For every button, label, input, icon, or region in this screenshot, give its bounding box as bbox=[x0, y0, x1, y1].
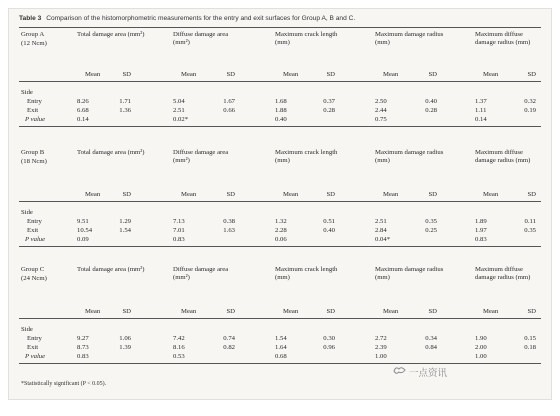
table-cell: 1.88 bbox=[275, 107, 287, 114]
mean-header: Mean bbox=[483, 191, 499, 198]
table-rule bbox=[19, 27, 541, 28]
group-torque: (12 Ncm) bbox=[21, 40, 47, 47]
table-cell: 9.27 bbox=[77, 335, 89, 342]
table-rule bbox=[19, 81, 541, 82]
entry-label: Entry bbox=[27, 98, 42, 105]
sd-header: SD bbox=[428, 71, 437, 78]
table-cell: 1.54 bbox=[119, 227, 131, 234]
sd-header: SD bbox=[428, 308, 437, 315]
mean-header: Mean bbox=[85, 308, 101, 315]
table-caption-text: Comparison of the histomorphometric measurements for the entry and exit surfaces for Group A, B and C. bbox=[46, 15, 356, 22]
table-cell: 2.39 bbox=[375, 344, 387, 351]
sd-header: SD bbox=[527, 191, 536, 198]
column-header: Diffuse damage area (mm²) bbox=[173, 31, 229, 46]
table-cell: 8.26 bbox=[77, 98, 89, 105]
p-value-cell: 0.14 bbox=[475, 116, 487, 123]
column-header: Total damage area (mm²) bbox=[77, 149, 145, 156]
table-cell: 1.64 bbox=[275, 344, 287, 351]
table-caption bbox=[19, 15, 539, 22]
p-value-cell: 1.00 bbox=[475, 353, 487, 360]
sd-header: SD bbox=[428, 191, 437, 198]
table-cell: 1.90 bbox=[475, 335, 487, 342]
p-value-cell: 0.40 bbox=[275, 116, 287, 123]
sd-header: SD bbox=[326, 308, 335, 315]
table-cell: 1.36 bbox=[119, 107, 131, 114]
table-cell: 9.51 bbox=[77, 218, 89, 225]
column-header: Diffuse damage area (mm²) bbox=[173, 266, 229, 281]
column-header: Maximum damage radius (mm) bbox=[375, 31, 444, 46]
sd-header: SD bbox=[326, 191, 335, 198]
watermark-text: 一点资讯 bbox=[409, 368, 448, 379]
table-cell: 0.84 bbox=[425, 344, 437, 351]
table-cell: 1.67 bbox=[223, 98, 235, 105]
group-name: Group C bbox=[21, 266, 45, 273]
table-cell: 1.06 bbox=[119, 335, 131, 342]
table-cell: 1.54 bbox=[275, 335, 287, 342]
p-value-cell: 0.83 bbox=[475, 236, 487, 243]
table-cell: 0.32 bbox=[524, 98, 536, 105]
table-cell: 2.44 bbox=[375, 107, 387, 114]
p-value-cell: 0.53 bbox=[173, 353, 185, 360]
table-cell: 0.38 bbox=[223, 218, 235, 225]
table-cell: 0.35 bbox=[425, 218, 437, 225]
p-value-cell: 0.06 bbox=[275, 236, 287, 243]
mean-header: Mean bbox=[85, 191, 101, 198]
column-header: Maximum damage radius (mm) bbox=[375, 149, 444, 164]
exit-label: Exit bbox=[27, 107, 39, 114]
table-cell: 0.66 bbox=[223, 107, 235, 114]
table-cell: 0.18 bbox=[524, 344, 536, 351]
table-cell: 2.28 bbox=[275, 227, 287, 234]
column-header: Total damage area (mm²) bbox=[77, 266, 145, 273]
footnote: *Statistically significant (P < 0.05). bbox=[21, 381, 107, 387]
mean-header: Mean bbox=[283, 191, 299, 198]
sd-header: SD bbox=[226, 191, 235, 198]
table-rule bbox=[19, 201, 541, 202]
table-cell: 0.40 bbox=[323, 227, 335, 234]
side-label: Side bbox=[21, 89, 33, 96]
table-cell: 0.25 bbox=[425, 227, 437, 234]
mean-header: Mean bbox=[383, 308, 399, 315]
table-cell: 10.54 bbox=[77, 227, 93, 234]
p-value-label: P value bbox=[25, 236, 46, 243]
table-rule bbox=[19, 246, 541, 247]
mean-header: Mean bbox=[483, 71, 499, 78]
table-cell: 0.37 bbox=[323, 98, 335, 105]
column-header: Maximum crack length (mm) bbox=[275, 149, 338, 164]
table-cell: 1.89 bbox=[475, 218, 487, 225]
table-cell: 2.84 bbox=[375, 227, 387, 234]
table-cell: 0.96 bbox=[323, 344, 335, 351]
table-cell: 1.11 bbox=[475, 107, 487, 114]
mean-header: Mean bbox=[85, 71, 101, 78]
table-cell: 0.19 bbox=[524, 107, 536, 114]
exit-label: Exit bbox=[27, 227, 39, 234]
entry-label: Entry bbox=[27, 335, 42, 342]
mean-header: Mean bbox=[283, 308, 299, 315]
table-cell: 7.01 bbox=[173, 227, 185, 234]
column-header: Maximum damage radius (mm) bbox=[375, 266, 444, 281]
table-cell: 0.28 bbox=[425, 107, 437, 114]
table-rule bbox=[19, 126, 541, 127]
mean-header: Mean bbox=[483, 308, 499, 315]
table-label: Table 3 bbox=[19, 15, 42, 22]
table-cell: 0.51 bbox=[323, 218, 335, 225]
column-header: Maximum diffuse damage radius (mm) bbox=[475, 149, 531, 164]
sd-header: SD bbox=[326, 71, 335, 78]
sd-header: SD bbox=[122, 308, 131, 315]
sd-header: SD bbox=[226, 71, 235, 78]
mean-header: Mean bbox=[383, 71, 399, 78]
group-name: Group B bbox=[21, 149, 45, 156]
table-cell: 8.16 bbox=[173, 344, 185, 351]
p-value-cell: 0.09 bbox=[77, 236, 89, 243]
p-value-cell: 0.02* bbox=[173, 116, 189, 123]
column-header: Maximum diffuse damage radius (mm) bbox=[475, 31, 531, 46]
table-cell: 1.68 bbox=[275, 98, 287, 105]
group-torque: (24 Ncm) bbox=[21, 275, 47, 282]
group-torque: (18 Ncm) bbox=[21, 158, 47, 165]
table-document bbox=[8, 8, 552, 400]
p-value-label: P value bbox=[25, 353, 46, 360]
exit-label: Exit bbox=[27, 344, 39, 351]
table-cell: 2.50 bbox=[375, 98, 387, 105]
group-name: Group A bbox=[21, 31, 45, 38]
table-cell: 0.28 bbox=[323, 107, 335, 114]
p-value-cell: 0.04* bbox=[375, 236, 391, 243]
column-header: Maximum crack length (mm) bbox=[275, 31, 338, 46]
sd-header: SD bbox=[122, 71, 131, 78]
table-cell: 8.73 bbox=[77, 344, 89, 351]
table-cell: 0.74 bbox=[223, 335, 235, 342]
table-cell: 1.37 bbox=[475, 98, 487, 105]
p-value-cell: 0.68 bbox=[275, 353, 287, 360]
p-value-cell: 0.83 bbox=[77, 353, 89, 360]
column-header: Diffuse damage area (mm²) bbox=[173, 149, 229, 164]
mean-header: Mean bbox=[383, 191, 399, 198]
mean-header: Mean bbox=[283, 71, 299, 78]
table-cell: 7.42 bbox=[173, 335, 185, 342]
table-cell: 2.00 bbox=[475, 344, 487, 351]
column-header: Total damage area (mm²) bbox=[77, 31, 145, 38]
p-value-cell: 0.14 bbox=[77, 116, 89, 123]
table-cell: 1.29 bbox=[119, 218, 131, 225]
table-cell: 2.51 bbox=[173, 107, 185, 114]
column-header: Maximum diffuse damage radius (mm) bbox=[475, 266, 531, 281]
column-header: Maximum crack length (mm) bbox=[275, 266, 338, 281]
sd-header: SD bbox=[527, 308, 536, 315]
table-cell: 0.15 bbox=[524, 335, 536, 342]
table-rule bbox=[19, 363, 541, 364]
table-cell: 0.35 bbox=[524, 227, 536, 234]
table-cell: 0.82 bbox=[223, 344, 235, 351]
table-cell: 1.39 bbox=[119, 344, 131, 351]
mean-header: Mean bbox=[181, 308, 197, 315]
entry-label: Entry bbox=[27, 218, 42, 225]
sd-header: SD bbox=[226, 308, 235, 315]
table-cell: 1.71 bbox=[119, 98, 131, 105]
table-cell: 2.51 bbox=[375, 218, 387, 225]
table-cell: 0.11 bbox=[524, 218, 536, 225]
table-cell: 7.13 bbox=[173, 218, 185, 225]
table-cell: 5.04 bbox=[173, 98, 185, 105]
table-cell: 0.34 bbox=[425, 335, 437, 342]
table-cell: 0.40 bbox=[425, 98, 437, 105]
side-label: Side bbox=[21, 209, 33, 216]
table-cell: 1.97 bbox=[475, 227, 487, 234]
table-cell: 1.32 bbox=[275, 218, 287, 225]
table-rule bbox=[19, 318, 541, 319]
watermark-logo-icon bbox=[393, 365, 406, 376]
table-cell: 6.68 bbox=[77, 107, 89, 114]
sd-header: SD bbox=[527, 71, 536, 78]
table-cell: 0.30 bbox=[323, 335, 335, 342]
sd-header: SD bbox=[122, 191, 131, 198]
table-cell: 2.72 bbox=[375, 335, 387, 342]
table-cell: 1.63 bbox=[223, 227, 235, 234]
p-value-cell: 0.75 bbox=[375, 116, 387, 123]
mean-header: Mean bbox=[181, 71, 197, 78]
p-value-label: P value bbox=[25, 116, 46, 123]
p-value-cell: 0.83 bbox=[173, 236, 185, 243]
mean-header: Mean bbox=[181, 191, 197, 198]
p-value-cell: 1.00 bbox=[375, 353, 387, 360]
side-label: Side bbox=[21, 326, 33, 333]
